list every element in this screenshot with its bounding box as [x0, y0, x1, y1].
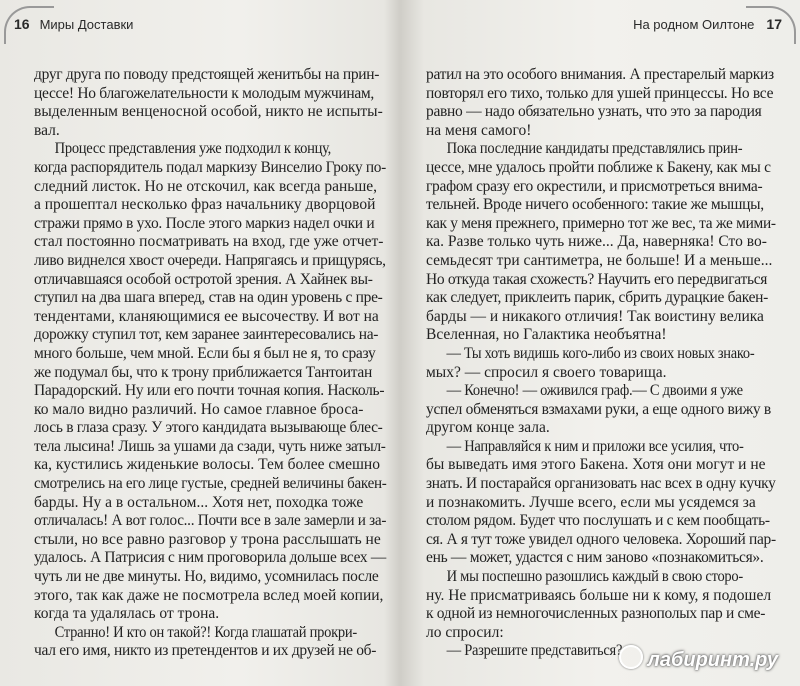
text-line: успел обменяться взмахами руки, а еще одного вижу в [426, 400, 771, 418]
text-line: удалось. А Патрисия с ним проговорила дольше всех — [34, 549, 386, 567]
text-line: чал его имя, никто из претендентов и их друзей не об- [34, 642, 377, 660]
text-line: смотрелись на его лице густые, средней величины бакен- [34, 475, 387, 493]
right-header [633, 16, 782, 32]
text-line: ень — может, удастся с ним заново «познакомиться». [426, 549, 764, 567]
text-line: мых? — спросил я своего товарища. [426, 363, 667, 381]
text-line: а прошептал несколько фраз начальнику дворцовой [34, 196, 376, 214]
text-line: ливо виднелся хвост очереди. Напрягаясь и прищурясь, [34, 251, 386, 269]
text-line: к одной из немногочисленных разнополых пар и сме- [426, 605, 766, 623]
watermark-text: лабиринт.ру [647, 649, 778, 671]
text-line: Вселенная, но Галактика необъятна! [426, 326, 667, 344]
text-line: следний листок. Но не отскочил, как всегда раньше, [34, 177, 378, 195]
text-line: знать. И постарайся организовать нас всех в одну кучку [426, 475, 776, 493]
text-line: барды. Ну а в остальном... Хотя нет, походка тоже [34, 493, 364, 511]
text-line: на меня самого! [426, 121, 532, 139]
left-running-head: Миры Доставки [39, 17, 134, 32]
left-body-text [34, 66, 386, 661]
text-line: — Конечно! — оживился граф.— С двоими я уже [446, 382, 743, 400]
text-line: этого, так как даже не посмотрела вслед моей копии, [34, 586, 384, 604]
text-line: — Разрешите представиться? [446, 642, 623, 660]
text-line: барды — и никакого отличия! Так воистину велика [426, 307, 764, 325]
text-line: ло спросил: [426, 623, 504, 641]
text-line: Но откуда такая схожесть? Научить его передвигаться [426, 270, 768, 288]
left-header [14, 16, 133, 32]
right-page [400, 0, 800, 686]
text-line: семьдесят три сантиметра, не больше! И а меньше... [426, 251, 773, 269]
text-line: стыли, но все равно разговор у трона расслышать не [34, 530, 381, 548]
text-line: бы выведать имя этого Бакена. Хотя они могут и не [426, 456, 766, 474]
text-line: же подумал бы, что к трону приближается Тантоитан [34, 363, 372, 381]
text-line: столом рядом. Будет что послушать и с кем пообщать- [426, 512, 770, 530]
text-line: когда распорядитель подал маркизу Винселио Гроку по- [34, 158, 386, 176]
text-line: ко мало видно различий. Но самое главное броса- [34, 400, 364, 418]
text-line: ся. А я тут тоже увидел одного человека. Хороший пар- [426, 530, 776, 548]
text-line: дорожку ступил тот, кем заранее заинтересовались на- [34, 326, 379, 344]
text-line: И мы поспешно разошлись каждый в свою сторо- [446, 568, 743, 586]
text-line: когда та удалялась от трона. [34, 605, 220, 623]
text-line: стал постоянно посматривать на вход, где уже отчет- [34, 233, 384, 251]
left-page-number: 16 [14, 16, 30, 32]
text-line: выделенным венценосной особой, никто не испыты- [34, 103, 383, 121]
text-line: отличавшаяся особой остротой зрения. А Хайнек вы- [34, 270, 373, 288]
text-line: много больше, чем мной. Если бы я был не я, то сразу [34, 344, 376, 362]
text-line: друг друга по поводу предстоящей женитьбы на прин- [34, 66, 380, 83]
text-line: ка. Разве только чуть ниже... Да, наверняка! Сто во- [426, 233, 767, 251]
text-line: как следует, приклеить парик, сбрить дурацкие бакен- [426, 289, 769, 307]
right-body-text [426, 66, 776, 661]
watermark-logo [619, 645, 778, 672]
text-line: Пока последние кандидаты представлялись прин- [446, 140, 743, 158]
right-running-head: На родном Оилтоне [633, 17, 755, 32]
right-page-number: 17 [766, 16, 782, 32]
text-line: графом сразу его окрестили, и присмотреться внима- [426, 177, 763, 195]
text-line: тела лысина! Лишь за ушами да сзади, чуть ниже затыл- [34, 437, 386, 455]
text-line: ка, кустились жиденькие волосы. Тем более смешно [34, 456, 380, 474]
text-line: Странно! И кто он такой?! Когда глашатай прокри- [54, 623, 357, 641]
text-line: ратил на это особого внимания. А престарелый маркиз [426, 66, 774, 83]
labirint-logo-icon [619, 645, 643, 669]
text-line: — Ты хоть видишь кого-либо из своих новых знако- [446, 344, 755, 362]
text-line: стражи прямо в ухо. После этого маркиз надел очки и [34, 214, 375, 232]
text-line: тельней. Вроде ничего особенного: такие же мышцы, [426, 196, 764, 214]
text-line: лось в глаза сразу. У этого кандидата вызывающе блес- [34, 419, 383, 437]
text-line: тендентами, кланяющимися ее высочеству. И вот на [34, 307, 379, 325]
text-line: равно — надо обязательно узнать, что это за пародия [426, 103, 762, 121]
text-line: как у меня прежнего, примерно тот же вес, та же мими- [426, 214, 776, 232]
text-line: — Направляйся к ним и приложи все усилия, что- [446, 437, 744, 455]
text-line: повторял его тихо, только для ушей принцессы. Но все [426, 84, 774, 102]
text-line: Процесс представления уже подходил к концу, [54, 140, 331, 158]
text-line: чуть ли не две минуты. Но, видимо, усомнилась после [34, 568, 379, 586]
text-line: Парадорский. Ну или его почти точная копия. Насколь- [34, 382, 385, 400]
text-line: цессе, мне удалось пройти поближе к Бакену, как мы с [426, 158, 771, 176]
text-line: отличалась! А вот голос... Почти все в зале замерли и за- [34, 512, 387, 530]
text-line: и познакомить. Лучше всего, если мы усядемся за [426, 493, 756, 511]
text-line: ступил на два шага вперед, став на один уровень с пре- [34, 289, 383, 307]
text-line: ну. Не присматриваясь больше ни к кому, я подошел [426, 586, 772, 604]
text-line: цессе! Но благожелательности к молодым мужчинам, [34, 84, 375, 102]
text-line: вал. [34, 121, 60, 139]
text-line: другом конце зала. [426, 419, 550, 437]
